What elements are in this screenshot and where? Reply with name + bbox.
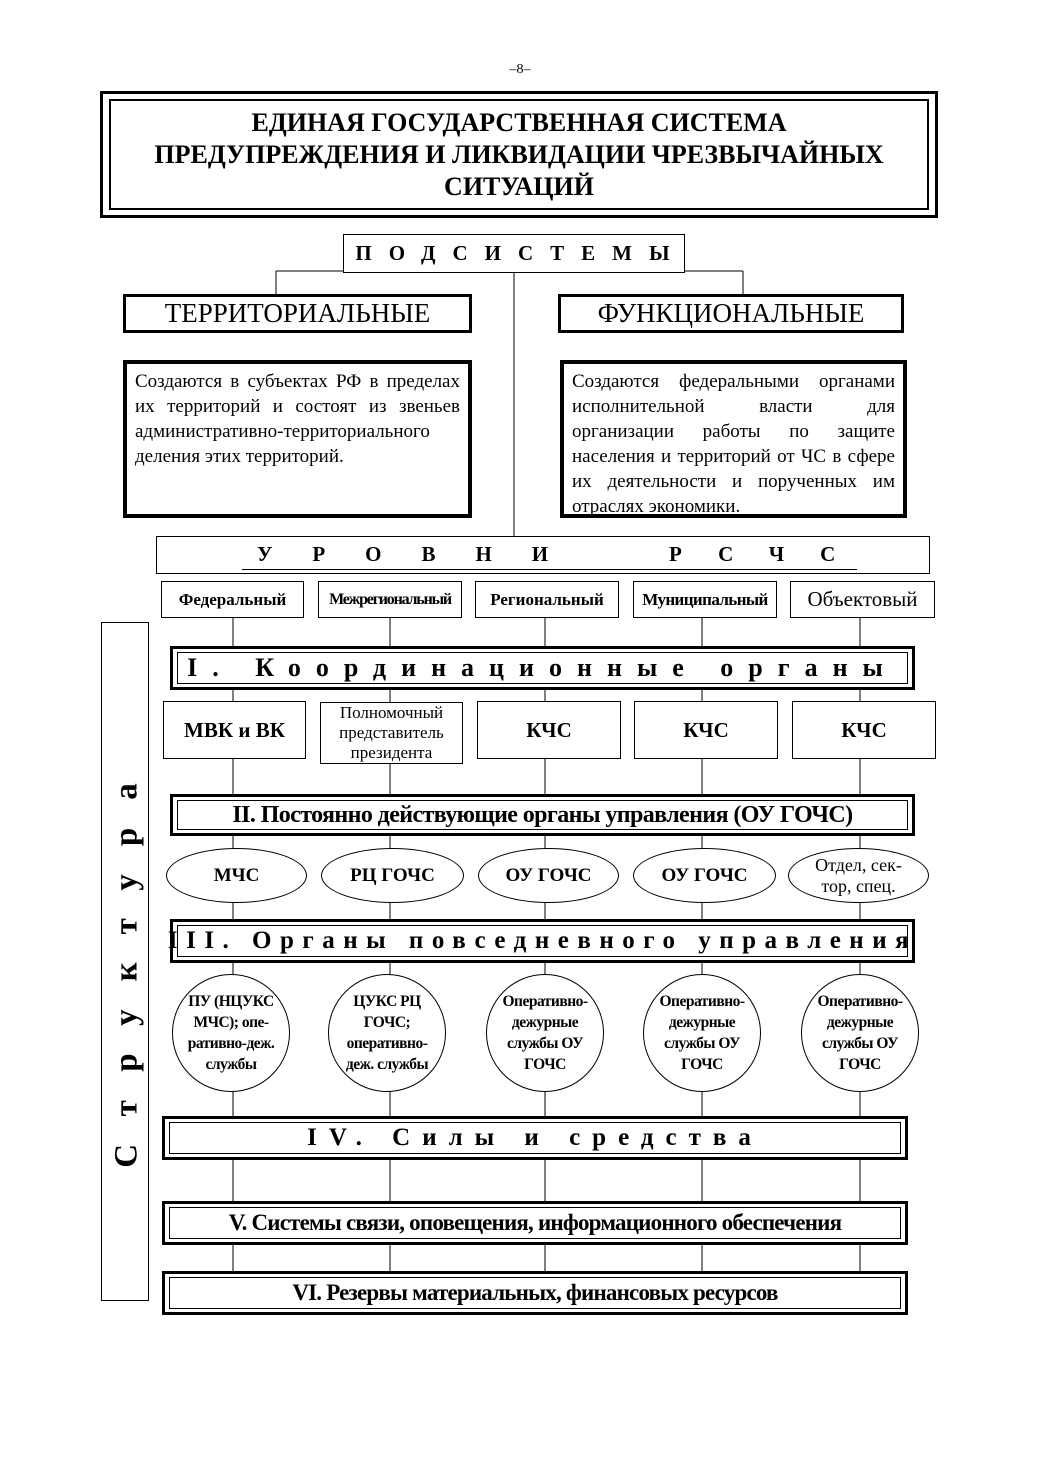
body-line: деж. службы — [345, 1056, 429, 1073]
title-line: СИТУАЦИЙ — [444, 171, 594, 201]
coordination-body-federal: МВК и ВК — [163, 701, 306, 759]
coordination-body-object: КЧС — [792, 701, 936, 759]
section-title: I. Координационные органы — [177, 652, 908, 684]
permanent-body-regional: ОУ ГОЧС — [478, 848, 619, 903]
section-communication-systems — [162, 1201, 908, 1245]
body-line: дежурные — [668, 1014, 736, 1031]
daily-body-interregional — [328, 974, 446, 1092]
body-line: Полномочный — [339, 703, 444, 722]
subsystems-header: ПОДСИСТЕМЫ — [343, 234, 685, 273]
section-title: IV. Силы и средства — [169, 1122, 901, 1154]
daily-body-municipal — [643, 974, 761, 1092]
title-line: ЕДИНАЯ ГОСУДАРСТВЕННАЯ СИСТЕМА — [251, 107, 787, 137]
levels-header-underline — [242, 569, 857, 570]
territorial-description: Создаются в субъектах РФ в пределах их территорий и состоят из звеньев административно-территориального деления этих территорий. — [123, 360, 472, 518]
body-line: ЦУКС РЦ — [353, 993, 421, 1010]
level-object: Объектовый — [790, 581, 935, 618]
body-line: оперативно- — [346, 1035, 428, 1052]
body-line: дежурные — [511, 1014, 579, 1031]
structure-label-box — [101, 622, 149, 1301]
section-reserves — [162, 1271, 908, 1315]
body-line: ПУ (НЦУКС — [188, 993, 274, 1010]
level-municipal: Муниципальный — [633, 581, 777, 618]
section-title: II. Постоянно действующие органы управления (ОУ ГОЧС) — [177, 800, 908, 830]
body-line: ГОЧС — [524, 1056, 566, 1073]
permanent-body-interregional: РЦ ГОЧС — [321, 848, 464, 903]
body-line: ГОЧС; — [363, 1014, 411, 1031]
section-permanent-bodies — [170, 794, 915, 836]
body-line: дежурные — [826, 1014, 894, 1031]
levels-header — [156, 536, 930, 574]
body-line: президента — [350, 743, 433, 762]
body-line: Оперативно- — [502, 993, 588, 1010]
functional-description: Создаются федеральными органами исполнительной власти для организации работы по защите населения и территорий от ЧС в сфере их деятельности и порученных им отраслях экономики. — [560, 360, 907, 518]
level-federal: Федеральный — [161, 581, 304, 618]
main-title — [109, 99, 929, 210]
section-title: III. Органы повседневного управления — [177, 925, 908, 957]
body-line: ГОЧС — [839, 1056, 881, 1073]
levels-header-word: УРОВНИ — [257, 542, 589, 566]
levels-header-word: РСЧС — [669, 542, 872, 566]
body-line: Оперативно- — [659, 993, 745, 1010]
daily-body-regional — [486, 974, 604, 1092]
section-forces-and-means — [162, 1116, 908, 1160]
daily-body-federal — [172, 974, 290, 1092]
body-line: МЧС); опе- — [193, 1014, 269, 1031]
body-line: Оперативно- — [817, 993, 903, 1010]
territorial-subsystem-title: ТЕРРИТОРИАЛЬНЫЕ — [123, 294, 472, 333]
coordination-body-regional: КЧС — [477, 701, 621, 759]
permanent-body-municipal: ОУ ГОЧС — [633, 848, 776, 903]
section-daily-management-bodies — [167, 919, 918, 963]
page-number: –8– — [509, 62, 531, 77]
title-line: ПРЕДУПРЕЖДЕНИЯ И ЛИКВИДАЦИИ ЧРЕЗВЫЧАЙНЫХ — [154, 139, 884, 169]
permanent-body-object — [788, 848, 929, 903]
section-title: VI. Резервы материальных, финансовых ресурсов — [169, 1277, 901, 1309]
body-line: службы ОУ — [664, 1035, 740, 1052]
body-line: службы — [205, 1056, 257, 1073]
coordination-body-municipal: КЧС — [634, 701, 778, 759]
section-coordination-bodies — [170, 646, 915, 690]
body-line: Отдел, сек- — [815, 854, 902, 875]
coordination-body-interregional — [320, 702, 463, 764]
section-title: V. Системы связи, оповещения, информационного обеспечения — [169, 1207, 901, 1239]
body-line: ГОЧС — [681, 1056, 723, 1073]
body-line: службы ОУ — [822, 1035, 898, 1052]
body-line: тор, спец. — [821, 875, 896, 896]
body-line: представитель — [339, 723, 444, 742]
level-regional: Региональный — [475, 581, 619, 618]
body-line: службы ОУ — [507, 1035, 583, 1052]
functional-subsystem-title: ФУНКЦИОНАЛЬНЫЕ — [558, 294, 904, 333]
daily-body-object — [801, 974, 919, 1092]
level-interregional: Межрегиональный — [318, 581, 462, 618]
permanent-body-federal: МЧС — [166, 848, 307, 903]
body-line: ративно-деж. — [187, 1035, 275, 1052]
structure-label: Структура — [108, 755, 145, 1168]
